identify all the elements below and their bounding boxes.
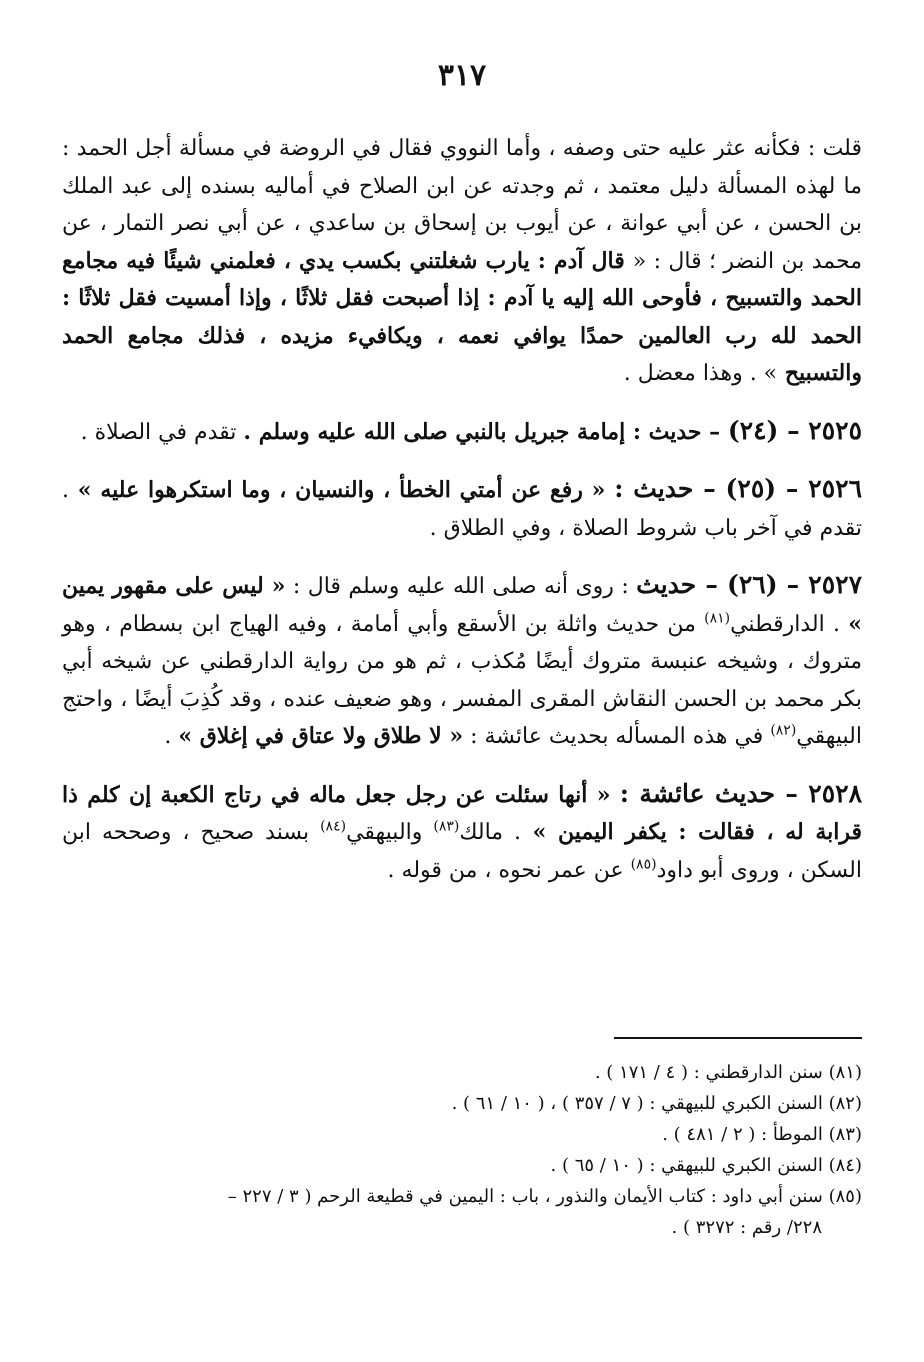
entry-number: ٢٥٢٧ – (٢٦) – حديث: [636, 570, 862, 599]
footnotes: [62, 1057, 862, 1243]
footnote-84: (٨٤) السنن الكبري للبيهقي : ( ١٠ / ٦٥ ) .: [550, 1155, 862, 1176]
hadith-commentary: في هذه المسأله بحديث عائشة :: [463, 724, 771, 749]
hadith-entry-2528: [62, 775, 862, 890]
hadith-commentary: : روى أنه صلى الله عليه وسلم قال :: [285, 574, 637, 599]
entry-number: ٢٥٢٨ – حديث عائشة :: [619, 778, 863, 808]
hadith-commentary: . الدارقطني: [730, 611, 849, 637]
footnote-85-continuation: ٢٢٨/ رقم : ٣٢٧٢ ) .: [671, 1217, 822, 1238]
footnote-82: (٨٢) السنن الكبري للبيهقي : ( ٧ / ٣٥٧ ) ، ( ١٠ / ٦١ ) .: [451, 1093, 862, 1114]
intro-text: قلت : فكأنه عثر عليه حتى وصفه ، وأما النووي فقال في الروضة في مسألة أجل الحمد : ما لهذه المسألة دليل معتمد ، ثم وجدته عن ابن الصلاح في أماليه بسنده إلى عبد الملك بن الحسن ، عن أبي عوانة ، عن أيوب بن إسحاق بن ساعدي ، عن أبي نصر التمار ، عن محمد بن النضر ؛ قال : «: [62, 136, 862, 274]
hadith-commentary: من حديث واثلة بن الأسقع وأبي أمامة ، وفيه الهياج ابن بسطام ، وهو متروك ، وشيخه عنبسة متروك أيضًا مُكذب ، ثم هو من رواية الدارقطني عن شيخه أبي بكر محمد بن الحسن النقاش المقرى المفسر ، وهو ضعيف عنده ، وقد كُذِبَ أيضًا ، واحتج البيهقي: [62, 611, 862, 749]
footnote-83: (٨٣) الموطأ : ( ٢ / ٤٨١ ) .: [662, 1124, 862, 1145]
entry-separator: – حديث :: [625, 418, 728, 445]
hadith-commentary: . مالك: [459, 820, 522, 845]
hadith-entry-2525: [62, 412, 862, 452]
hadith-text: « رفع عن أمتي الخطأ ، والنسيان ، وما استكرهوا عليه »: [69, 477, 615, 503]
hadith-commentary: بسند صحيح ، وصححه ابن السكن ، وروى أبو داود: [62, 820, 862, 883]
footnote-ref-82: (٨٢): [770, 722, 797, 739]
main-text: [62, 130, 862, 889]
footnote-85: (٨٥) سنن أبي داود : كتاب الأيمان والنذور ، باب : اليمين في قطيعة الرحم ( ٣ / ٢٢٧ –: [227, 1186, 862, 1207]
entry-number: ٢٥٢٥ – (٢٤): [727, 415, 862, 445]
hadith-commentary: .: [164, 724, 179, 749]
intro-text-end: » . وهذا معضل .: [623, 361, 778, 386]
footnote-ref-81: (٨١): [704, 610, 731, 627]
footnote-divider: [614, 1037, 862, 1039]
hadith-commentary: والبيهقي: [346, 820, 434, 845]
hadith-commentary: عن عمر نحوه ، من قوله .: [387, 857, 631, 883]
hadith-text: إمامة جبريل بالنبي صلى الله عليه وسلم .: [243, 418, 626, 445]
hadith-text: « لا طلاق ولا عتاق في إغلاق »: [178, 723, 464, 749]
footnote-ref-85: (٨٥): [630, 856, 657, 873]
hadith-text: « أنها سئلت عن رجل جعل ماله في رتاج الكعبة إن كلم ذا قرابة له ، فقالت : يكفر اليمين »: [62, 781, 863, 845]
hadith-entry-2526: [62, 470, 862, 547]
page-number: ٣١٧: [437, 58, 487, 93]
footnote-81: (٨١) سنن الدارقطني : ( ٤ / ١٧١ ) .: [594, 1062, 862, 1083]
footnote-ref-84: (٨٤): [320, 818, 347, 835]
hadith-commentary: تقدم في الصلاة .: [80, 419, 244, 445]
hadith-commentary: . تقدم في آخر باب شروط الصلاة ، وفي الطلاق .: [62, 478, 862, 541]
footnote-ref-83: (٨٣): [433, 818, 460, 835]
paragraph-intro: [62, 130, 862, 393]
hadith-text: « ليس على مقهور يمين »: [62, 573, 862, 637]
intro-quote: قال آدم : يارب شغلتني بكسب يدي ، فعلمني شيئًا فيه مجامع الحمد والتسبيح ، فأوحى الله إليه يا آدم : إذا أصبحت فقل ثلاثًا ، وإذا أمسيت فقل ثلاثًا : الحمد لله رب العالمين حمدًا يوافي نعمه ، ويكافيء مزيده ، فذلك مجامع الحمد والتسبيح: [62, 247, 862, 386]
hadith-entry-2527: [62, 566, 862, 756]
entry-number: ٢٥٢٦ – (٢٥) – حديث :: [614, 474, 862, 503]
